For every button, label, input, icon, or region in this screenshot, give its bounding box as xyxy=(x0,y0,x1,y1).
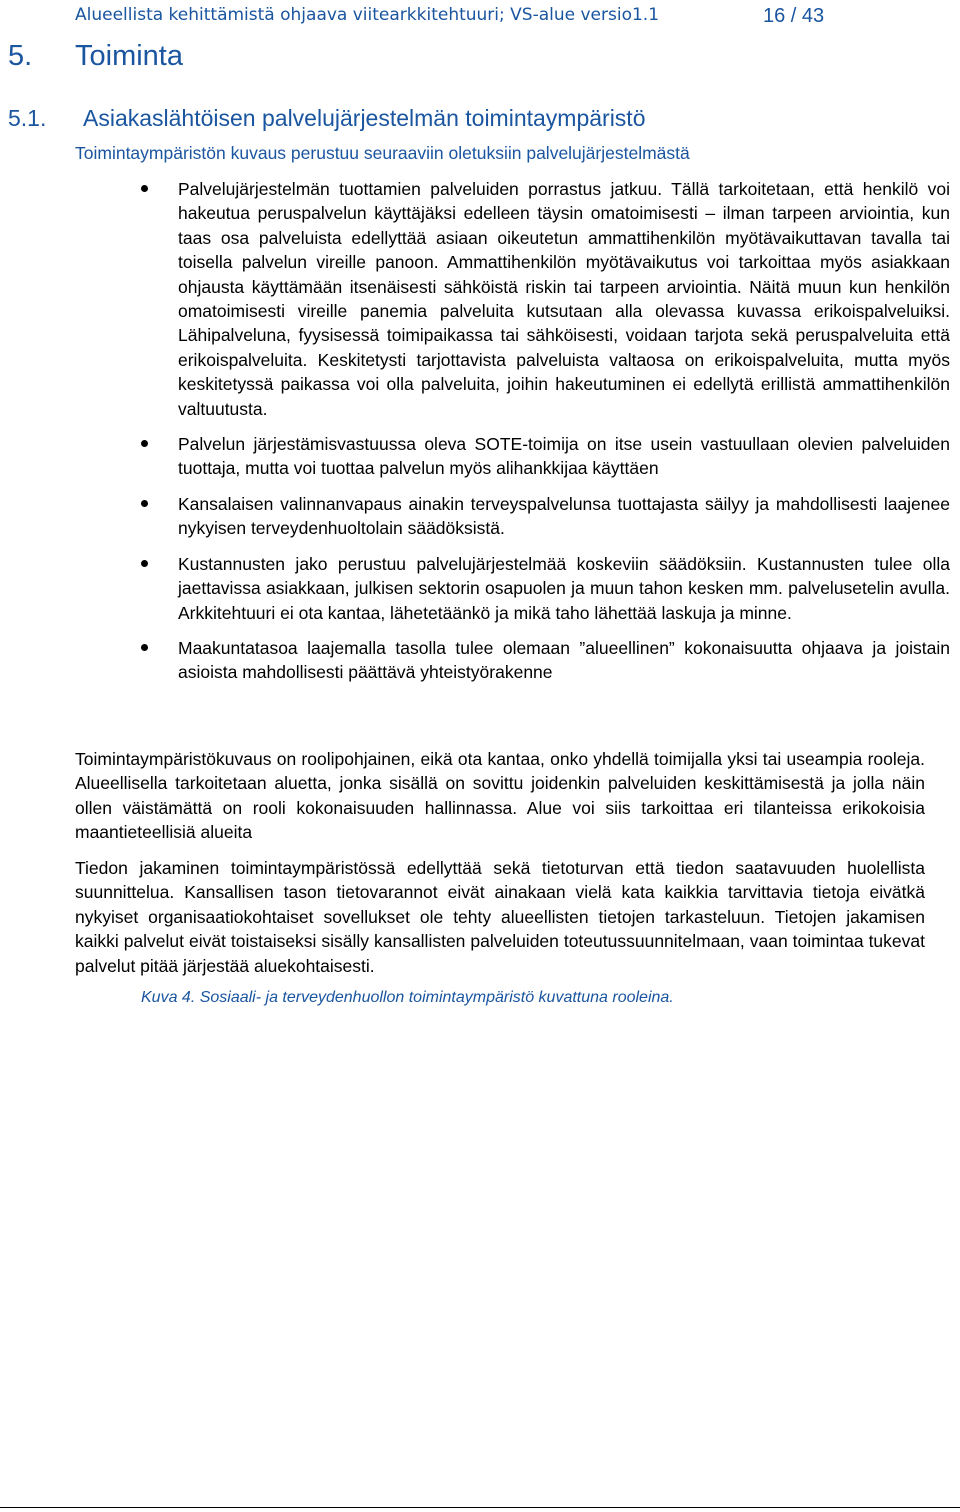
list-item-text: Maakuntatasoa laajemalla tasolla tulee olemaan ”alueellinen” kokonaisuutta ohjaava ja joistain asioista mahdollisesti päättävä yhteistyörakenne xyxy=(178,637,950,683)
list-item xyxy=(0,492,950,541)
bullet-icon xyxy=(141,560,148,567)
page-header xyxy=(75,0,905,30)
list-item xyxy=(0,177,950,421)
bullet-icon xyxy=(141,185,148,192)
figure-caption: Kuva 4. Sosiaali- ja terveydenhuollon toimintaympäristö kuvattuna rooleina. xyxy=(141,989,674,1006)
list-item-text: Kustannusten jako perustuu palvelujärjestelmää koskeviin säädöksiin. Kustannusten tulee olla jaettavissa asiakkaan, julkisen sektorin osapuolen ja muun tahon kesken mm. palvelusetelin avulla. Arkkitehtuuri ei ota kantaa, lähetetäänkö ja mikä taho lähettää laskuja ja minne. xyxy=(178,553,950,623)
page-number: 16 / 43 xyxy=(763,5,825,27)
body-paragraph: Toimintaympäristökuvaus on roolipohjainen, eikä ota kantaa, onko yhdellä toimijalla yksi tai useampia rooleja. Alueellisella tarkoitetaan aluetta, jonka sisällä on sovittu joidenkin palveluiden keskittämisestä ja jolla näin ollen väistämättä on rooli kokonaisuuden hallinnassa. Alue voi siis tarkoittaa eri tilanteissa erikokoisia maantieteellisiä alueita xyxy=(75,749,925,843)
subsection-title: Asiakaslähtöisen palvelujärjestelmän toimintaympäristö xyxy=(83,105,646,131)
bullet-icon xyxy=(141,500,148,507)
list-item-text: Kansalaisen valinnanvapaus ainakin terveyspalvelunsa tuottajasta säilyy ja mahdollisesti laajenee nykyisen terveydenhuoltolain säädöksistä. xyxy=(178,493,950,539)
assumption-list xyxy=(0,177,960,696)
list-item-text: Palvelujärjestelmän tuottamien palveluiden porrastus jatkuu. Tällä tarkoitetaan, että henkilö voi hakeutua peruspalvelun käyttäjäksi edelleen täysin omatoimisesti – ilman tarpeen arviointia, kun taas osa palveluista edellyttää asiaan oikeutetun ammattihenkilön myötävaikuttavan tavalla tai toisella palvelun vireille panoon. Ammattihenkilön myötävaikutus voi tarkoittaa myös asiakkaan ohjausta käyttämään itsenäisesti sähköistä riskin tai tarpeen arviointia. Näitä muun kun henkilön omatoimisesti vireille panemia palveluita kutsutaan alla olevassa kuvassa erikoispalveluiksi. Lähipalveluna, fyysisessä toimipaikassa tai sähköisesti, voidaan tarjota sekä peruspalveluita että erikoispalveluita. Keskitetysti tarjottavista palveluista valtaosa on erikoispalveluita, mutta myös keskitetyssä paikassa voi olla palveluita, joihin hakeutuminen ei edellytä erillistä ammattihenkilön valtuutusta. xyxy=(178,179,950,419)
bullet-icon xyxy=(141,644,148,651)
document-title: Alueellista kehittämistä ohjaava viitearkkitehtuuri; VS-alue versio1.1 xyxy=(75,5,660,25)
list-item xyxy=(0,432,950,481)
body-paragraph: Tiedon jakaminen toimintaympäristössä edellyttää sekä tietoturvan että tiedon saatavuuden huolellista suunnittelua. Kansallisen tason tietovarannot eivät ainakaan vielä kata kaikkia tarvittavia tietoja eivätkä nykyiset organisaatiokohtaiset sovellukset ole tehty alueellisten tietojen tarkasteluun. Tietojen jakamisen kaikki palvelut eivät toistaiseksi sisälly kansallisten palveluiden toteutussuunnitelmaan, vaan toimintaa tukevat palvelut pitää järjestää aluekohtaisesti. xyxy=(75,858,925,976)
intro-text: Toimintaympäristön kuvaus perustuu seuraaviin oletuksiin palvelujärjestelmästä xyxy=(75,143,690,163)
page-bottom-rule xyxy=(0,1507,960,1508)
subsection-number: 5.1. xyxy=(8,105,47,131)
section-number: 5. xyxy=(8,40,33,72)
list-item xyxy=(0,636,950,685)
list-item xyxy=(0,552,950,625)
section-heading xyxy=(8,38,183,74)
bullet-icon xyxy=(141,440,148,447)
list-item-text: Palvelun järjestämisvastuussa oleva SOTE-toimija on itse usein vastuullaan olevien palveluiden tuottaja, mutta voi tuottaa palvelun myös alihankkijaa käyttäen xyxy=(178,434,950,479)
subsection-heading xyxy=(8,103,646,133)
section-title: Toiminta xyxy=(75,40,183,72)
